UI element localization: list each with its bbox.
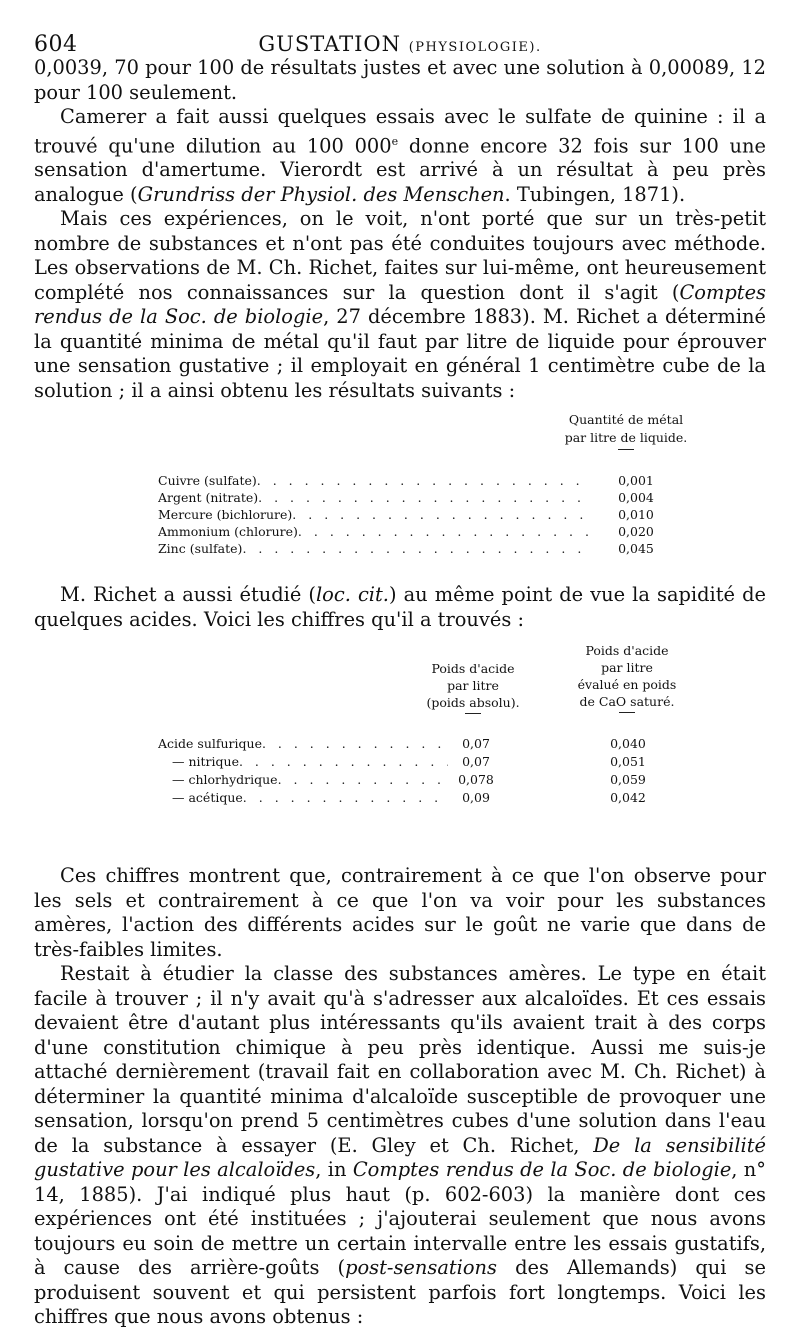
col-header-cao	[552, 642, 702, 713]
table-metals	[34, 411, 766, 561]
row-label: Zinc (sulfate)	[158, 541, 243, 557]
running-title-sub: (PHYSIOLOGIE).	[408, 40, 542, 55]
header-line: évalué en poids	[577, 677, 677, 693]
row-value: 0,001	[618, 473, 654, 489]
row-value: 0,004	[618, 490, 654, 506]
citation-italic: Comptes rendus de la Soc. de biologie	[352, 1158, 732, 1182]
header-line: (poids absolu).	[426, 695, 520, 711]
paragraph-conclusion-acids: Ces chiffres montrent que, contrairement à ce que l'on observe pour les sels et contrairement à ce que l'on va voir pour les substances amères, l'action des différents acides sur le goût ne varie que dans de très-faibles limites.	[34, 864, 766, 961]
header-line: Quantité de métal	[568, 412, 684, 428]
row-value-cao: 0,059	[610, 772, 646, 788]
page-header	[34, 22, 766, 56]
table-metals-header	[546, 411, 706, 450]
row-value-cao: 0,040	[610, 736, 646, 752]
table-row	[158, 490, 592, 507]
paragraph-1: 0,0039, 70 pour 100 de résultats justes et avec une solution à 0,00089, 12 pour 100 seulement.	[34, 56, 766, 104]
header-line: par litre	[601, 660, 653, 676]
text-run: . Tubingen, 1871).	[504, 182, 686, 206]
text-run: , 27 décembre 1883). M. Richet a déterminé la quantité minima de métal qu'il faut par litre de liquide pour éprouver une sensation gustative ; il employait en général 1 centimètre cube de la solution ; il a ainsi obtenu les résultats suivants :	[34, 305, 766, 402]
header-line: par litre	[447, 678, 499, 694]
text-run: ) au même point de vue la sapidité de quelques acides. Voici les chiffres qu'il a trouvés :	[34, 583, 766, 631]
running-title-main: GUSTATION	[258, 32, 401, 56]
row-value-cao: 0,042	[610, 790, 646, 806]
table-row	[172, 754, 448, 771]
citation-italic: Grundriss der Physiol. des Menschen	[137, 182, 505, 206]
running-title	[34, 32, 766, 56]
leader-dots	[292, 507, 592, 522]
paragraph-richet	[34, 207, 766, 403]
text-run: donne encore 32 fois sur 100 une sensation d'amertume. Vierordt est arrivé à un résultat à peu près analogue (	[34, 133, 767, 206]
row-value-absolute: 0,07	[462, 754, 490, 770]
leader-dots	[262, 736, 448, 751]
paragraph-alcaloides	[34, 962, 766, 1330]
table-row	[172, 790, 448, 807]
superscript: e	[391, 134, 399, 148]
row-label: — acétique	[172, 790, 243, 806]
text-run: M. Richet a aussi étudié (	[60, 583, 316, 607]
leader-dots	[257, 473, 592, 488]
header-line: de CaO saturé.	[579, 694, 675, 710]
header-dash	[618, 449, 634, 450]
header-dash	[465, 713, 481, 714]
text-run: Restait à étudier la classe des substances amères. Le type en était facile à trouver ; il n'y avait qu'à s'adresser aux alcaloïdes. Et ces essais devaient être d'autant plus intéressants qu'ils avaient trait à des corps d'une constitution chimique à peu près identique. Aussi me suis-je attaché dernièrement (travail fait en collaboration avec M. Ch. Richet) à déterminer la quantité minima d'alcaloïde susceptible de provoquer une sensation, lorsqu'on prend 5 centimètres cubes d'une solution dans l'eau de la substance à essayer (E. Gley et Ch. Richet,	[34, 962, 766, 1157]
paragraph-camerer	[34, 105, 766, 207]
row-label: — chlorhydrique	[172, 772, 278, 788]
row-label: Acide sulfurique	[158, 736, 262, 752]
row-value-absolute: 0,07	[462, 736, 490, 752]
leader-dots	[242, 541, 592, 556]
table-row	[172, 772, 448, 789]
row-value: 0,010	[618, 507, 654, 523]
col-header-absolute	[398, 660, 548, 714]
term-italic: post-sensations	[345, 1256, 497, 1280]
leader-dots	[278, 772, 448, 787]
leader-dots	[239, 754, 448, 769]
text-run: Camerer a fait aussi quelques essais avec le sulfate de quinine : il a trouvé qu'une dilution au 100 000	[34, 105, 766, 157]
text-run: Mais ces expériences, on le voit, n'ont porté que sur un très-petit nombre de substances et n'ont pas été conduites toujours avec méthode. Les observations de M. Ch. Richet, faites sur lui-même, ont heureusement complété nos connaissances sur la question dont il s'agit (	[34, 207, 766, 304]
table-acids	[34, 643, 766, 872]
page-number: 604	[34, 32, 78, 57]
paragraph-acids	[34, 583, 766, 632]
row-label: Mercure (bichlorure)	[158, 507, 293, 523]
text-run: , n° 14, 1885). J'ai indiqué plus haut (p. 602-603) la manière dont ces expériences ont été instituées ; j'ajouterai seulement que nous avons toujours eu soin de mettre un certain intervalle entre les essais gustatifs, à cause des arrière-goûts (	[34, 1158, 766, 1280]
table-row	[158, 736, 448, 753]
row-value-absolute: 0,09	[462, 790, 490, 806]
table-row	[158, 473, 592, 490]
row-label: Cuivre (sulfate)	[158, 473, 257, 489]
citation-italic: Comptes rendus de la Soc. de biologie	[34, 280, 766, 329]
leader-dots	[243, 790, 448, 805]
table-row	[158, 541, 592, 558]
row-value-cao: 0,051	[610, 754, 646, 770]
row-label: Argent (nitrate)	[158, 490, 259, 506]
table-row	[158, 524, 592, 541]
document-page	[34, 22, 766, 1330]
row-value: 0,045	[618, 541, 654, 557]
header-dash	[619, 712, 635, 713]
row-value-absolute: 0,078	[458, 772, 494, 788]
header-line: par litre de liquide.	[564, 430, 688, 446]
leader-dots	[298, 524, 592, 539]
leader-dots	[258, 490, 592, 505]
text-run: , in	[315, 1158, 353, 1182]
row-value: 0,020	[618, 524, 654, 540]
table-row	[158, 507, 592, 524]
text-run: des Allemands) qui se produisent souvent et qui persistent parfois fort longtemps. Voici les chiffres que nous avons obtenus :	[34, 1256, 766, 1329]
header-line: Poids d'acide	[431, 661, 515, 677]
row-label: Ammonium (chlorure)	[158, 524, 298, 540]
citation-italic: De la sensibilité gustative pour les alcaloïdes	[34, 1133, 767, 1182]
row-label: — nitrique	[172, 754, 239, 770]
header-line: Poids d'acide	[585, 643, 669, 659]
citation-italic: loc. cit.	[315, 583, 389, 607]
